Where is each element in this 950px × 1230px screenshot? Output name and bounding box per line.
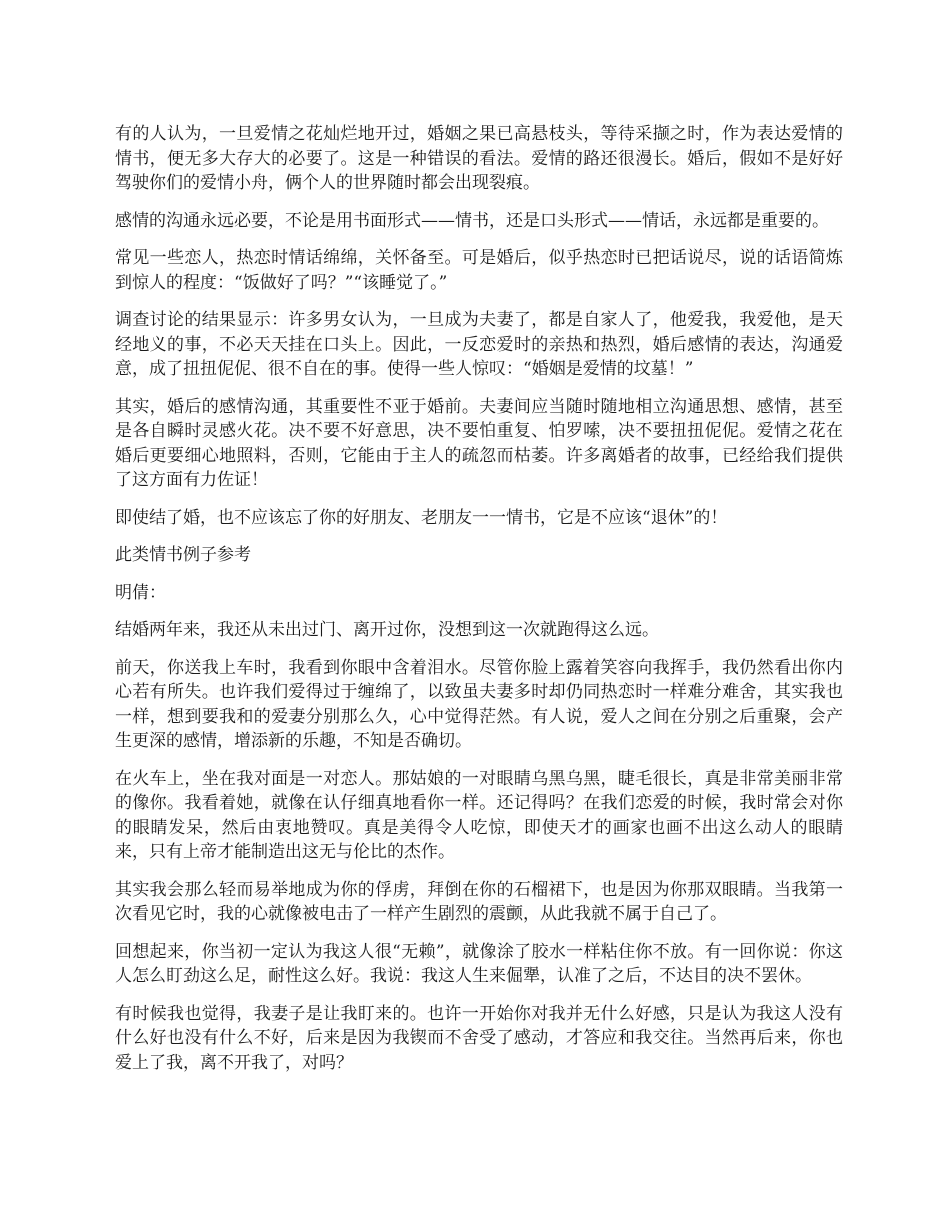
paragraph-3: 常见一些恋人，热恋时情话绵绵，关怀备至。可是婚后，似乎热恋时已把话说尽，说的话语简炼到惊人的程度：“饭做好了吗？”“该睡觉了。” — [115, 248, 843, 293]
letter-paragraph-5: 回想起来，你当初一定认为我这人很“无赖”，就像涂了胶水一样粘住你不放。有一回你说：你这人怎么盯劲这么足，耐性这么好。我说：我这人生来倔犟，认准了之后，不达目的决不罢休。 — [115, 941, 843, 986]
letter-salutation: 明倩： — [115, 582, 166, 603]
paragraph-1: 有的人认为，一旦爱情之花灿烂地开过，婚姻之果已高悬枝头，等待采撷之时，作为表达爱情的情书，便无多大存大的必要了。这是一种错误的看法。爱情的路还很漫长。婚后，假如不是好好驾驶你们的爱情小舟，俩个人的世界随时都会出现裂痕。 — [115, 124, 843, 193]
paragraph-5: 其实，婚后的感情沟通，其重要性不亚于婚前。夫妻间应当随时随地相立沟通思想、感情，甚至是各自瞬时灵感火花。决不要不好意思，决不要怕重复、怕罗嗦，决不要扭扭伲伲。爱情之花在婚后更要细心地照料，否则，它能由于主人的疏忽而枯萎。许多离婚者的故事，已经给我们提供了这方面有力佐证！ — [115, 396, 843, 490]
letter-paragraph-3: 在火车上，坐在我对面是一对恋人。那姑娘的一对眼睛乌黑乌黑，睫毛很长，真是非常美丽非常的像你。我看着她，就像在认仔细真地看你一样。还记得吗？在我们恋爱的时候，我时常会对你的眼睛发呆，然后由衷地赞叹。真是美得令人吃惊，即使天才的画家也画不出这么动人的眼睛来，只有上帝才能制造出这无与伦比的杰作。 — [115, 768, 843, 862]
paragraph-2: 感情的沟通永远必要，不论是用书面形式——情书，还是口头形式——情话，永远都是重要的。 — [115, 210, 829, 231]
letter-paragraph-6: 有时候我也觉得，我妻子是让我盯来的。也许一开始你对我并无什么好感，只是认为我这人没有什么好也没有什么不好，后来是因为我锲而不舍受了感动，才答应和我交往。当然再后来，你也爱上了我，离不开我了，对吗？ — [115, 1003, 843, 1073]
section-heading: 此类情书例子参考 — [115, 545, 251, 565]
document-page — [115, 122, 843, 1088]
letter-paragraph-1: 结婚两年来，我还从未出过门、离开过你，没想到这一次就跑得这么远。 — [115, 620, 659, 640]
paragraph-4: 调查讨论的结果显示：许多男女认为，一旦成为夫妻了，都是自家人了，他爱我，我爱他，是天经地义的事，不必天天挂在口头上。因此，一反恋爱时的亲热和热烈，婚后感情的表达，沟通爱意，成了扭扭伲伲、很不自在的事。使得一些人惊叹：“婚姻是爱情的坟墓！” — [115, 310, 843, 379]
letter-paragraph-2: 前天，你送我上车时，我看到你眼中含着泪水。尽管你脸上露着笑容向我挥手，我仍然看出你内心若有所失。也许我们爱得过于缠绵了，以致虽夫妻多时却仍同热恋时一样难分难舍，其实我也一样，想到要我和的爱妻分别那么久，心中觉得茫然。有人说，爱人之间在分别之后重聚，会产生更深的感情，增添新的乐趣，不知是否确切。 — [115, 657, 843, 751]
paragraph-6: 即使结了婚，也不应该忘了你的好朋友、老朋友一一情书，它是不应该“退休”的！ — [115, 507, 728, 528]
letter-paragraph-4: 其实我会那么轻而易举地成为你的俘虏，拜倒在你的石榴裙下，也是因为你那双眼睛。当我第一次看见它时，我的心就像被电击了一样产生剧烈的震颤，从此我就不属于自己了。 — [115, 879, 843, 924]
